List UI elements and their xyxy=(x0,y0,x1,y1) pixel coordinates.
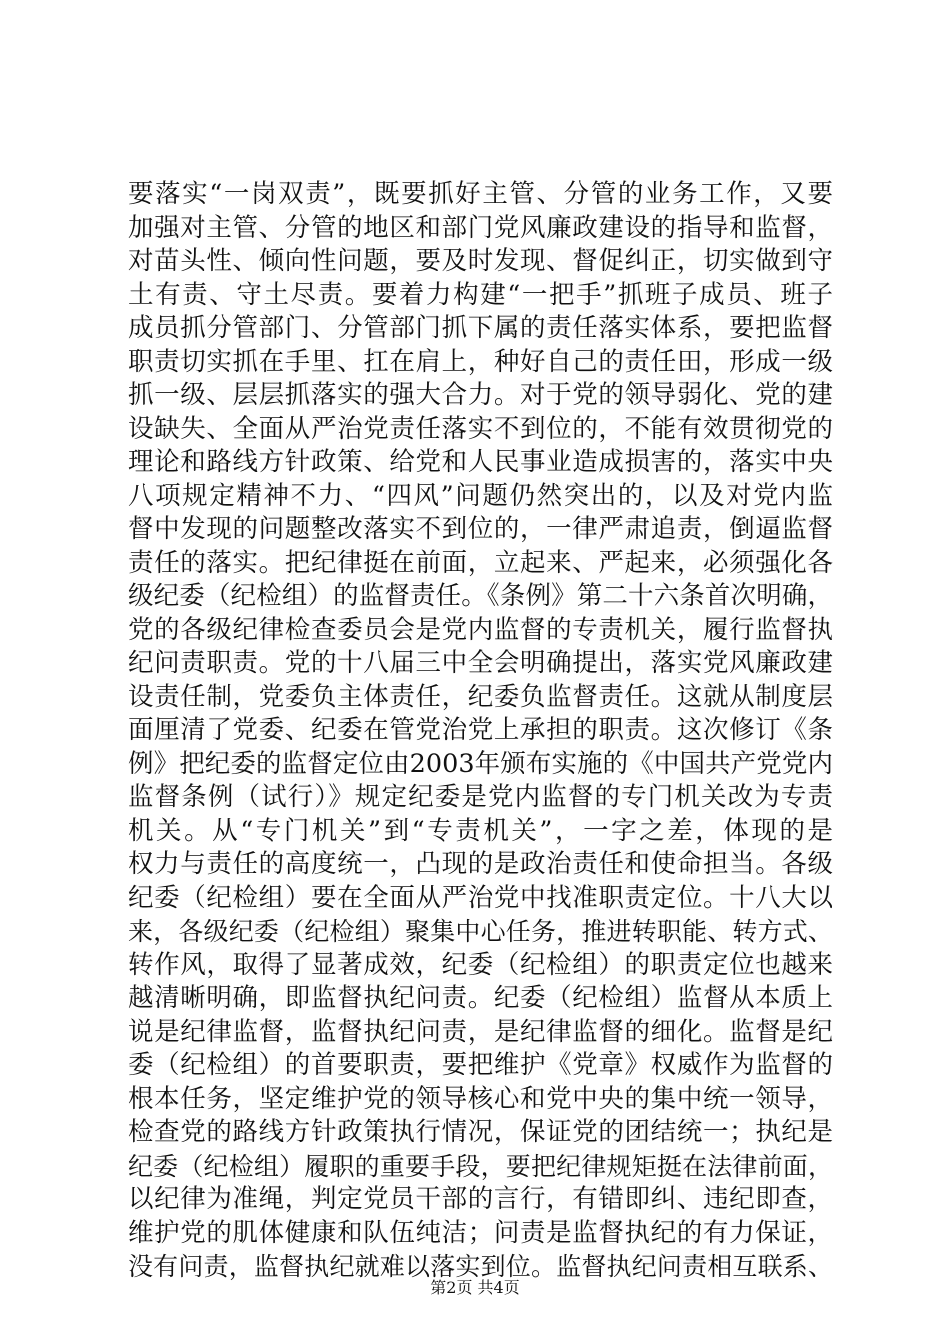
text-line: 越清晰明确，即监督执纪问责。纪委（纪检组）监督从本质上 xyxy=(128,983,833,1013)
text-line: 设缺失、全面从严治党责任落实不到位的，不能有效贯彻党的 xyxy=(128,413,833,444)
text-line: 党的各级纪律检查委员会是党内监督的专责机关，履行监督执 xyxy=(128,614,833,645)
body-paragraph xyxy=(128,178,833,1284)
text-line: 纪委（纪检组）要在全面从严治党中找准职责定位。十八大以 xyxy=(128,882,833,913)
text-line: 说是纪律监督，监督执纪问责，是纪律监督的细化。监督是纪 xyxy=(128,1016,833,1047)
text-line: 纪问责职责。党的十八届三中全会明确提出，落实党风廉政建 xyxy=(128,648,833,678)
text-line: 检查党的路线方针政策执行情况，保证党的团结统一；执纪是 xyxy=(128,1117,833,1147)
text-line: 监督条例（试行）》规定纪委是党内监督的专门机关改为专责 xyxy=(128,782,833,812)
text-line: 面厘清了党委、纪委在管党治党上承担的职责。这次修订《条 xyxy=(128,715,833,745)
text-line: 督中发现的问题整改落实不到位的，一律严肃追责，倒逼监督 xyxy=(128,514,833,544)
text-line: 没有问责，监督执纪就难以落实到位。监督执纪问责相互联系、 xyxy=(128,1252,833,1281)
text-line: 对苗头性、倾向性问题，要及时发现、督促纠正，切实做到守 xyxy=(128,246,833,276)
text-line: 权力与责任的高度统一，凸现的是政治责任和使命担当。各级 xyxy=(128,849,833,879)
text-line: 维护党的肌体健康和队伍纯洁；问责是监督执纪的有力保证， xyxy=(128,1217,833,1248)
text-line: 理论和路线方针政策、给党和人民事业造成损害的，落实中央 xyxy=(128,447,833,477)
page-footer: 第2页 共4页 xyxy=(430,1278,520,1297)
text-line: 八项规定精神不力、“四风”问题仍然突出的，以及对党内监 xyxy=(128,480,833,511)
text-line: 设责任制，党委负主体责任，纪委负监督责任。这就从制度层 xyxy=(128,681,833,712)
text-line: 抓一级、层层抓落实的强大合力。对于党的领导弱化、党的建 xyxy=(128,380,833,410)
text-line: 根本任务，坚定维护党的领导核心和党中央的集中统一领导， xyxy=(128,1083,833,1114)
text-line: 委（纪检组）的首要职责，要把维护《党章》权威作为监督的 xyxy=(128,1050,833,1080)
text-line: 责任的落实。把纪律挺在前面，立起来、严起来，必须强化各 xyxy=(128,547,833,578)
text-line: 职责切实抓在手里、扛在肩上，种好自己的责任田，形成一级 xyxy=(128,346,833,377)
text-line: 来，各级纪委（纪检组）聚集中心任务，推进转职能、转方式、 xyxy=(128,917,833,946)
text-line: 加强对主管、分管的地区和部门党风廉政建设的指导和监督， xyxy=(128,212,833,243)
text-line: 转作风，取得了显著成效，纪委（纪检组）的职责定位也越来 xyxy=(128,949,833,980)
text-line: 要落实“一岗双责”，既要抓好主管、分管的业务工作，又要 xyxy=(128,179,833,209)
text-line: 纪委（纪检组）履职的重要手段，要把纪律规矩挺在法律前面， xyxy=(128,1151,833,1181)
text-line: 机关。从“专门机关”到“专责机关”，一字之差，体现的是 xyxy=(128,815,833,846)
text-line: 成员抓分管部门、分管部门抓下属的责任落实体系，要把监督 xyxy=(128,313,833,343)
text-line: 级纪委（纪检组）的监督责任。《条例》第二十六条首次明确， xyxy=(128,581,833,611)
text-line: 以纪律为准绳，判定党员干部的言行，有错即纠、违纪即查， xyxy=(128,1184,833,1214)
text-line: 例》把纪委的监督定位由2003年颁布实施的《中国共产党党内 xyxy=(128,748,833,779)
text-line: 土有责、守土尽责。要着力构建“一把手”抓班子成员、班子 xyxy=(128,279,833,310)
